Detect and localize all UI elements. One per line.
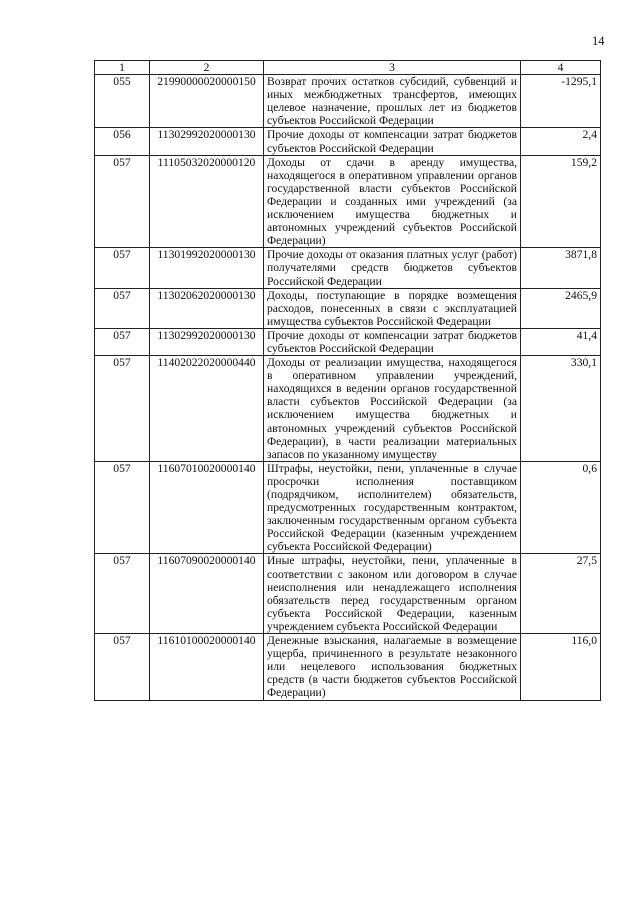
table-row (95, 248, 601, 288)
table-row (95, 288, 601, 328)
admin-code-cell: 057 (95, 356, 150, 462)
table-row (95, 155, 601, 248)
amount-cell: 27,5 (521, 554, 601, 634)
table-row (95, 356, 601, 462)
table-header-row (95, 61, 601, 75)
revenue-code-cell: 11607090020000140 (150, 554, 264, 634)
column-header-3: 3 (264, 61, 521, 75)
amount-cell: 116,0 (521, 634, 601, 700)
revenue-code-cell: 11610100020000140 (150, 634, 264, 700)
revenue-table (94, 60, 601, 701)
description-cell: Прочие доходы от компенсации затрат бюджетов субъектов Российской Федерации (264, 128, 521, 155)
table-row (95, 328, 601, 355)
column-header-4: 4 (521, 61, 601, 75)
description-cell: Прочие доходы от компенсации затрат бюджетов субъектов Российской Федерации (264, 328, 521, 355)
admin-code-cell: 057 (95, 288, 150, 328)
table-row (95, 554, 601, 634)
revenue-code-cell: 11301992020000130 (150, 248, 264, 288)
table-row (95, 461, 601, 554)
amount-cell: 41,4 (521, 328, 601, 355)
description-cell: Доходы от сдачи в аренду имущества, находящегося в оперативном управлении органов государственной власти субъектов Российской Федерации и созданных ими учреждений (за исключением имущества бюджетных и автономных учреждений субъектов Российской Федерации) (264, 155, 521, 248)
amount-cell: -1295,1 (521, 75, 601, 128)
admin-code-cell: 057 (95, 634, 150, 700)
description-cell: Штрафы, неустойки, пени, уплаченные в случае просрочки исполнения поставщиком (подрядчиком, исполнителем) обязательств, предусмотренных государственным контрактом, заключенным государственным органом субъекта Российской Федерации (казенным учреждением субъекта Российской Федерации) (264, 461, 521, 554)
description-cell: Денежные взыскания, налагаемые в возмещение ущерба, причиненного в результате незаконного или нецелевого использования бюджетных средств (в части бюджетов субъектов Российской Федерации) (264, 634, 521, 700)
table-row (95, 75, 601, 128)
page-number: 14 (592, 34, 605, 48)
amount-cell: 2465,9 (521, 288, 601, 328)
amount-cell: 159,2 (521, 155, 601, 248)
description-cell: Прочие доходы от оказания платных услуг (работ) получателями средств бюджетов субъектов Российской Федерации (264, 248, 521, 288)
revenue-code-cell: 11302992020000130 (150, 328, 264, 355)
revenue-code-cell: 21990000020000150 (150, 75, 264, 128)
amount-cell: 330,1 (521, 356, 601, 462)
revenue-code-cell: 11302992020000130 (150, 128, 264, 155)
column-header-1: 1 (95, 61, 150, 75)
admin-code-cell: 057 (95, 155, 150, 248)
amount-cell: 3871,8 (521, 248, 601, 288)
description-cell: Доходы от реализации имущества, находящегося в оперативном управлении учреждений, находящихся в ведении органов государственной власти субъектов Российской Федерации (за исключением имущества бюджетных и автономных учреждений субъектов Российской Федерации), в части реализации материальных запасов по указанному имуществу (264, 356, 521, 462)
description-cell: Доходы, поступающие в порядке возмещения расходов, понесенных в связи с эксплуатацией имущества субъектов Российской Федерации (264, 288, 521, 328)
description-cell: Иные штрафы, неустойки, пени, уплаченные в соответствии с законом или договором в случае неисполнения или ненадлежащего исполнения обязательств перед государственным органом субъекта Российской Федерации, казенным учреждением субъекта Российской Федерации (264, 554, 521, 634)
admin-code-cell: 055 (95, 75, 150, 128)
table-row (95, 634, 601, 700)
admin-code-cell: 057 (95, 328, 150, 355)
admin-code-cell: 057 (95, 554, 150, 634)
revenue-code-cell: 11402022020000440 (150, 356, 264, 462)
revenue-code-cell: 11302062020000130 (150, 288, 264, 328)
admin-code-cell: 056 (95, 128, 150, 155)
table-row (95, 128, 601, 155)
column-header-2: 2 (150, 61, 264, 75)
amount-cell: 0,6 (521, 461, 601, 554)
revenue-code-cell: 11105032020000120 (150, 155, 264, 248)
admin-code-cell: 057 (95, 461, 150, 554)
revenue-code-cell: 11607010020000140 (150, 461, 264, 554)
admin-code-cell: 057 (95, 248, 150, 288)
description-cell: Возврат прочих остатков субсидий, субвенций и иных межбюджетных трансфертов, имеющих целевое назначение, прошлых лет из бюджетов субъектов Российской Федерации (264, 75, 521, 128)
amount-cell: 2,4 (521, 128, 601, 155)
